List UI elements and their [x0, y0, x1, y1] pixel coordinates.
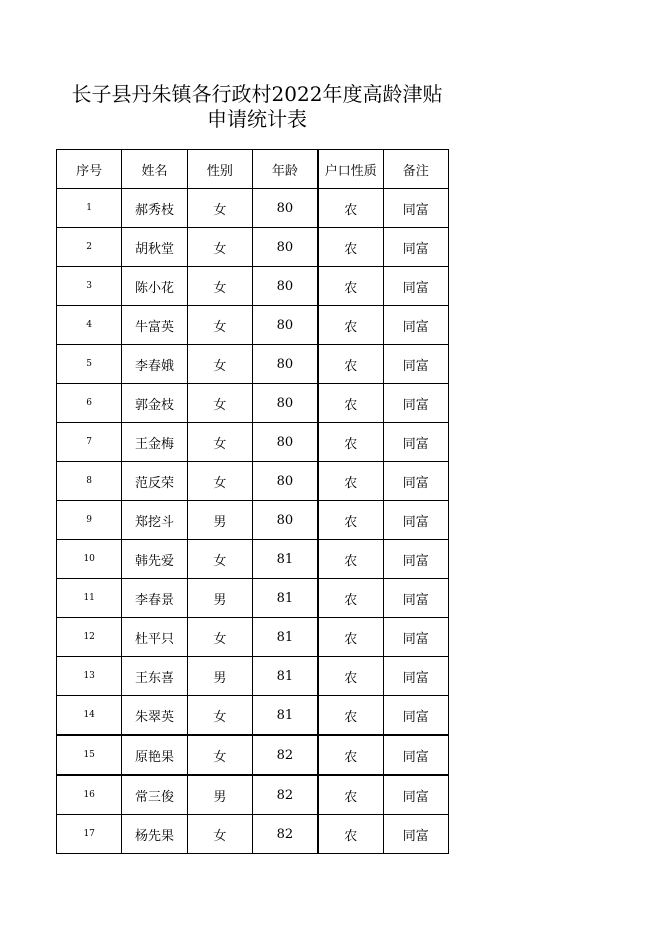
- elderly-allowance-table: [56, 149, 449, 854]
- cell-remark: 同富: [383, 696, 448, 736]
- cell-gender: 女: [187, 540, 252, 579]
- cell-remark: 同富: [383, 579, 448, 618]
- cell-remark: 同富: [383, 735, 448, 775]
- cell-gender: 女: [187, 384, 252, 423]
- cell-name: 杨先果: [122, 815, 187, 854]
- cell-seq: 4: [57, 306, 122, 345]
- cell-seq: 1: [57, 189, 122, 228]
- cell-name: 胡秋堂: [122, 228, 187, 267]
- cell-age: 81: [252, 657, 317, 696]
- cell-seq: 12: [57, 618, 122, 657]
- cell-name: 牛富英: [122, 306, 187, 345]
- cell-seq: 17: [57, 815, 122, 854]
- cell-remark: 同富: [383, 306, 448, 345]
- cell-name: 原艳果: [122, 735, 187, 775]
- cell-remark: 同富: [383, 618, 448, 657]
- cell-name: 李春娥: [122, 345, 187, 384]
- cell-gender: 男: [187, 657, 252, 696]
- header-household-type: 户口性质: [318, 150, 383, 189]
- cell-seq: 13: [57, 657, 122, 696]
- table-row: [57, 423, 449, 462]
- cell-seq: 3: [57, 267, 122, 306]
- cell-seq: 7: [57, 423, 122, 462]
- cell-remark: 同富: [383, 384, 448, 423]
- cell-seq: 16: [57, 775, 122, 815]
- cell-household-type: 农: [318, 228, 383, 267]
- table-row: [57, 462, 449, 501]
- table-row: [57, 267, 449, 306]
- cell-name: 郭金枝: [122, 384, 187, 423]
- header-seq: 序号: [57, 150, 122, 189]
- cell-gender: 女: [187, 423, 252, 462]
- cell-name: 陈小花: [122, 267, 187, 306]
- cell-name: 范反荣: [122, 462, 187, 501]
- cell-household-type: 农: [318, 735, 383, 775]
- cell-name: 常三俊: [122, 775, 187, 815]
- cell-remark: 同富: [383, 501, 448, 540]
- cell-name: 韩先爱: [122, 540, 187, 579]
- table-row: [57, 384, 449, 423]
- cell-seq: 8: [57, 462, 122, 501]
- cell-age: 80: [252, 228, 317, 267]
- cell-seq: 5: [57, 345, 122, 384]
- table-row: [57, 540, 449, 579]
- cell-gender: 男: [187, 501, 252, 540]
- cell-remark: 同富: [383, 189, 448, 228]
- cell-household-type: 农: [318, 657, 383, 696]
- cell-gender: 男: [187, 579, 252, 618]
- cell-age: 80: [252, 423, 317, 462]
- cell-age: 80: [252, 306, 317, 345]
- cell-household-type: 农: [318, 189, 383, 228]
- cell-household-type: 农: [318, 306, 383, 345]
- cell-name: 朱翠英: [122, 696, 187, 736]
- cell-age: 80: [252, 384, 317, 423]
- cell-age: 80: [252, 345, 317, 384]
- cell-household-type: 农: [318, 775, 383, 815]
- cell-household-type: 农: [318, 423, 383, 462]
- cell-remark: 同富: [383, 267, 448, 306]
- cell-gender: 女: [187, 462, 252, 501]
- cell-household-type: 农: [318, 501, 383, 540]
- cell-remark: 同富: [383, 345, 448, 384]
- cell-age: 80: [252, 462, 317, 501]
- cell-gender: 女: [187, 696, 252, 736]
- header-age: 年龄: [252, 150, 317, 189]
- cell-age: 81: [252, 540, 317, 579]
- table-row: [57, 696, 449, 736]
- cell-household-type: 农: [318, 267, 383, 306]
- cell-household-type: 农: [318, 579, 383, 618]
- cell-name: 王金梅: [122, 423, 187, 462]
- cell-remark: 同富: [383, 423, 448, 462]
- header-remark: 备注: [383, 150, 448, 189]
- cell-age: 80: [252, 189, 317, 228]
- cell-seq: 15: [57, 735, 122, 775]
- table-body: [57, 189, 449, 854]
- cell-remark: 同富: [383, 462, 448, 501]
- table-row: [57, 775, 449, 815]
- cell-gender: 女: [187, 228, 252, 267]
- cell-seq: 6: [57, 384, 122, 423]
- table-row: [57, 815, 449, 854]
- table-header-row: [57, 150, 449, 189]
- table-row: [57, 618, 449, 657]
- cell-age: 82: [252, 775, 317, 815]
- cell-household-type: 农: [318, 618, 383, 657]
- cell-gender: 女: [187, 345, 252, 384]
- cell-seq: 14: [57, 696, 122, 736]
- cell-name: 郝秀枝: [122, 189, 187, 228]
- cell-gender: 女: [187, 815, 252, 854]
- table-row: [57, 228, 449, 267]
- cell-remark: 同富: [383, 775, 448, 815]
- table-row: [57, 345, 449, 384]
- cell-name: 杜平只: [122, 618, 187, 657]
- cell-household-type: 农: [318, 540, 383, 579]
- cell-seq: 9: [57, 501, 122, 540]
- cell-gender: 女: [187, 267, 252, 306]
- table-row: [57, 579, 449, 618]
- cell-remark: 同富: [383, 815, 448, 854]
- document-title-line2: 申请统计表: [207, 107, 307, 131]
- cell-household-type: 农: [318, 384, 383, 423]
- document-title-line1: 长子县丹朱镇各行政村2022年度高龄津贴: [71, 82, 443, 106]
- cell-gender: 女: [187, 735, 252, 775]
- cell-remark: 同富: [383, 657, 448, 696]
- cell-age: 81: [252, 579, 317, 618]
- cell-household-type: 农: [318, 696, 383, 736]
- cell-household-type: 农: [318, 462, 383, 501]
- table-row: [57, 189, 449, 228]
- cell-remark: 同富: [383, 540, 448, 579]
- cell-age: 82: [252, 815, 317, 854]
- header-gender: 性别: [187, 150, 252, 189]
- table-row: [57, 657, 449, 696]
- cell-gender: 女: [187, 189, 252, 228]
- cell-name: 王东喜: [122, 657, 187, 696]
- cell-name: 郑挖斗: [122, 501, 187, 540]
- cell-seq: 10: [57, 540, 122, 579]
- table-row: [57, 501, 449, 540]
- cell-age: 81: [252, 618, 317, 657]
- cell-gender: 女: [187, 618, 252, 657]
- cell-name: 李春景: [122, 579, 187, 618]
- cell-gender: 男: [187, 775, 252, 815]
- cell-age: 80: [252, 501, 317, 540]
- cell-household-type: 农: [318, 345, 383, 384]
- table-row: [57, 735, 449, 775]
- table-row: [57, 306, 449, 345]
- cell-seq: 11: [57, 579, 122, 618]
- cell-age: 80: [252, 267, 317, 306]
- cell-seq: 2: [57, 228, 122, 267]
- cell-age: 82: [252, 735, 317, 775]
- cell-remark: 同富: [383, 228, 448, 267]
- header-name: 姓名: [122, 150, 187, 189]
- cell-age: 81: [252, 696, 317, 736]
- cell-household-type: 农: [318, 815, 383, 854]
- cell-gender: 女: [187, 306, 252, 345]
